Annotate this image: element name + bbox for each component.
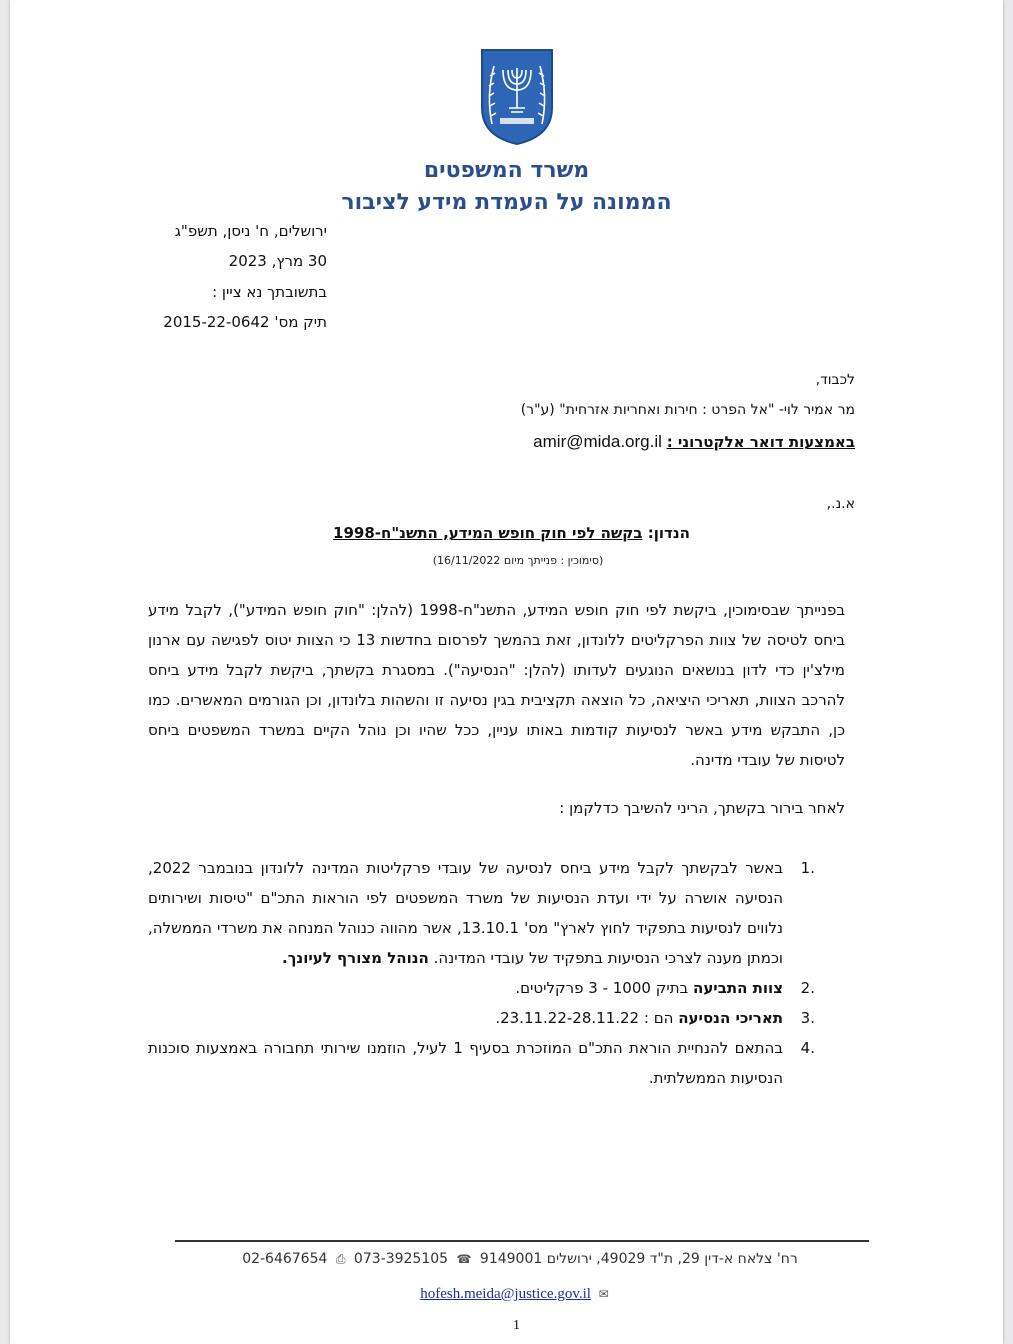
list-item-number: .3 (800, 1009, 815, 1027)
list-item (148, 1033, 845, 1093)
subject-text: בקשה לפי חוק חופש המידע, התשנ"ח-1998 (333, 524, 643, 542)
state-emblem-icon (478, 46, 556, 146)
greeting: א.נ., (826, 496, 855, 512)
footer-phone: 073-3925105 (353, 1251, 449, 1267)
recipient-name: מר אמיר לוי- "אל הפרט : חירות ואחריות אזרחית" (ע"ר) (520, 402, 855, 418)
list-item (148, 973, 845, 1003)
file-number: תיק מס' 2015-22-0642 (163, 313, 327, 331)
list-item-text: בהתאם להנחיית הוראת התכ"ם המוזכרת בסעיף 1 לעיל, הוזמנו שירותי תחבורה באמצעות סוכנות הנסיעות הממשלתית. (148, 1039, 783, 1087)
footer-contact (190, 1251, 850, 1267)
list-item-number: .2 (800, 979, 815, 997)
subject-line (10, 524, 1013, 542)
body-paragraph-1: בפנייתך שבסימוכין, ביקשת לפי חוק חופש המידע, התשנ"ח-1998 (להלן: "חוק חופש המידע"), לקבל מידע ביחס לטיסה של צוות הפרקליטים ללונדון, זאת בהמשך לפרסום בחדשות 13 כי הצוות יטוס לפגישה עם ארנון מילצ'ין כדי לדון בנושאים הנוגעים לעדותו (להלן: "הנסיעה"). במסגרת בקשתך, ביקשת לקבל מידע ביחס להרכב הצוות, תאריכי היציאה, כל הוצאה תקציבית בגין נסיעה זו והשהות בלונדון, וכן הגורמים המאשרים. כמו כן, התבקש מידע באשר לנסיעות קודמות באותו עניין, ככל שהיו וכן נוהל הקיים במשרד המשפטים ביחס לטיסות של עובדי מדינה. (148, 601, 846, 769)
list-item-bold: הנוהל מצורף לעיונך. (282, 949, 429, 967)
ministry-name: משרד המשפטים (423, 158, 590, 183)
unit-name: הממונה על העמדת מידע לציבור (341, 190, 672, 215)
list-item-number: .1 (800, 859, 815, 877)
list-item-number: .4 (800, 1039, 815, 1057)
list-item-body: באשר לבקשתך לקבל מידע ביחס לנסיעה של עובדי פרקליטות המדינה ללונדון בנובמבר 2022, הנסיעה אושרה על ידי ועדת הנסיעות של משרד המשפטים לפי הוראות התכ"ם "טיסות ושירותים נלווים לנסיעות בתפקיד לחוץ לארץ" מס' 13.10.1, אשר מהווה כנוהל המנחה את משרדי הממשלה, וכמתן מענה לצרכי הנסיעות בתפקיד של עובדי המדינה. (148, 859, 783, 967)
phone-icon: ☎ (456, 1252, 472, 1266)
list-item (148, 1003, 845, 1033)
list-item-bold: צוות התביעה (693, 979, 783, 997)
letter-page (10, 0, 1003, 1344)
recipient-email[interactable]: amir@mida.org.il (533, 432, 662, 451)
subject-label: הנדון: (647, 524, 690, 542)
list-item-text (148, 973, 783, 1003)
salutation: לכבוד, (815, 372, 855, 388)
list-item (148, 853, 845, 973)
body-paragraph-2: לאחר בירור בקשתך, הריני להשיבך כדלקמן : (559, 799, 845, 817)
reply-note: בתשובתך נא ציין : (212, 283, 327, 301)
recipient-email-line (533, 432, 855, 452)
list-item-text (148, 853, 783, 973)
footer-fax: 02-6467654 (242, 1251, 328, 1267)
page-number: 1 (513, 1318, 520, 1333)
footer-email-link[interactable]: hofesh.meida@justice.gov.il (420, 1286, 591, 1302)
list-item-text (148, 1003, 783, 1033)
list-item-body: בתיק 1000 - 3 פרקליטים. (515, 979, 694, 997)
numbered-list (148, 853, 845, 1093)
letter-date-gregorian: 30 מרץ, 2023 (228, 252, 327, 270)
footer-divider (175, 1240, 869, 1242)
fax-icon: ⎙ (335, 1252, 346, 1266)
list-item-body: הם : 23.11.22-28.11.22. (495, 1009, 679, 1027)
letter-date-hebrew: ירושלים, ח' ניסן, תשפ"ג (174, 222, 327, 240)
via-email-label: באמצעות דואר אלקטרוני : (666, 433, 855, 451)
footer-address: רח' צלאח א-דין 29, ת"ד 49029, ירושלים 9149001 (479, 1251, 798, 1267)
email-icon: ✉ (598, 1287, 609, 1301)
footer-email-line (10, 1286, 1013, 1303)
list-item-bold: תאריכי הנסיעה (678, 1009, 783, 1027)
subject-reference: (סימוכין : פנייתך מיום 16/11/2022) (432, 554, 604, 567)
